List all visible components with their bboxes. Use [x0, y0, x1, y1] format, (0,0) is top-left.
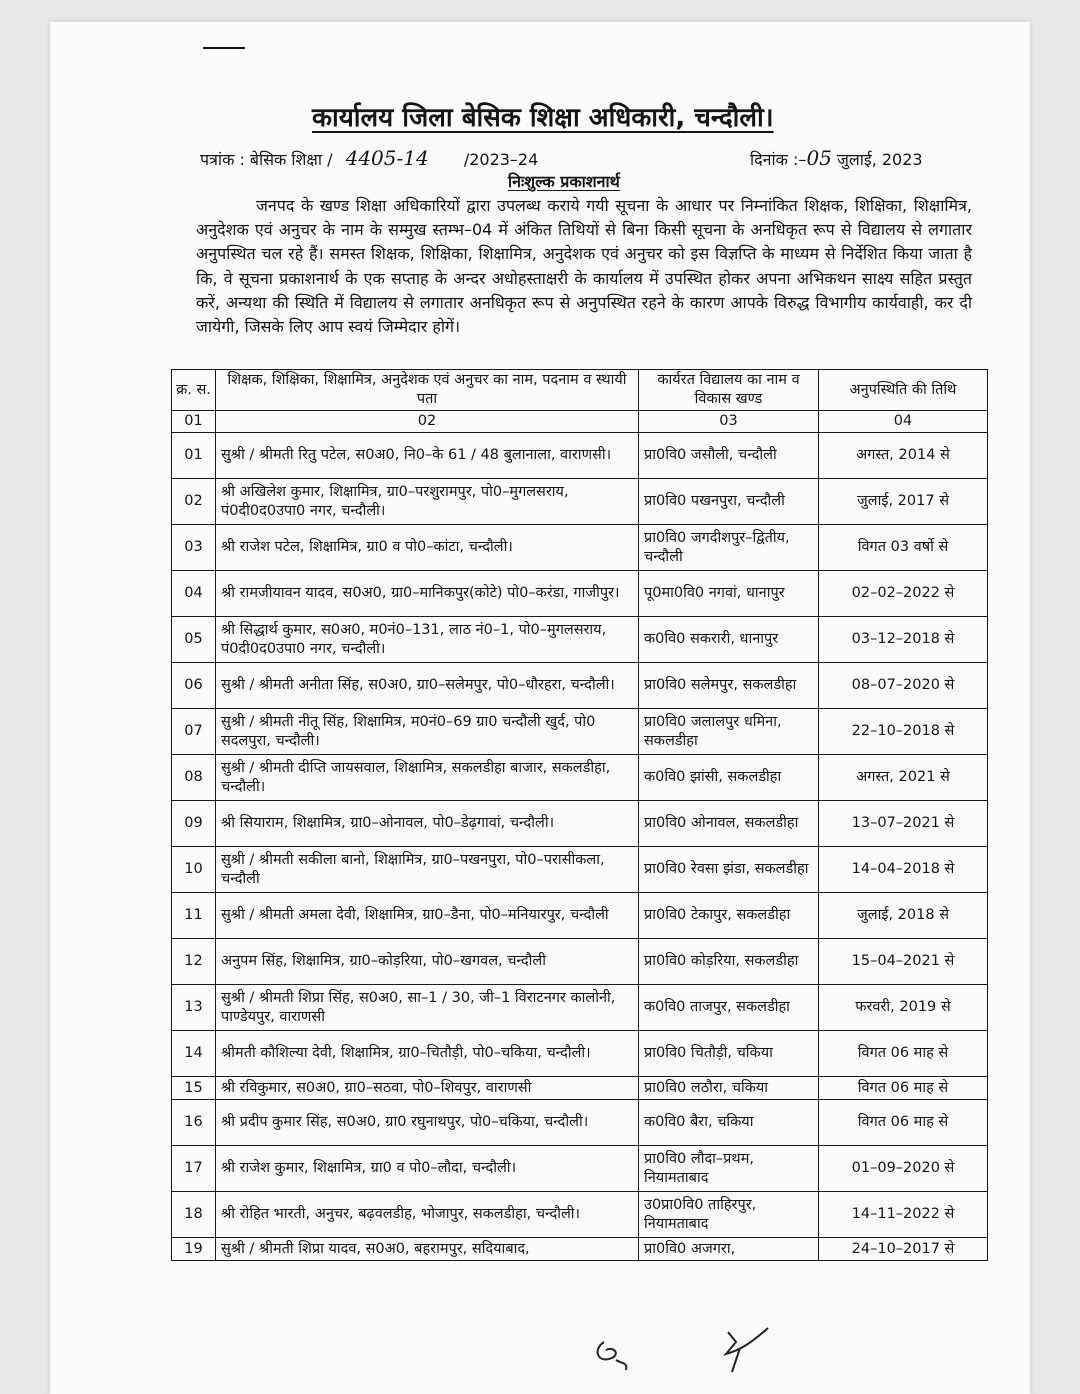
- header-serial: क्र. स.: [172, 370, 216, 411]
- name-cell: श्री रोहित भारती, अनुचर, बढ़वलडीह, भोजापुर, सकलडीहा, चन्दौली।: [216, 1192, 639, 1238]
- table-row: [172, 663, 988, 709]
- name-cell: सुश्री / श्रीमती शिप्रा यादव, स0अ0, बहरामपुर, सदियाबाद,: [216, 1238, 639, 1261]
- table-row: [172, 801, 988, 847]
- table-row: [172, 847, 988, 893]
- name-cell: सुश्री / श्रीमती नीतू सिंह, शिक्षामित्र, म0नं0–69 ग्रा0 चन्दौली खुर्द, पो0 सदलपुरा, चन्दौली।: [216, 709, 639, 755]
- serial-cell: 08: [172, 755, 216, 801]
- school-cell: प्रा0वि0 जसौली, चन्दौली: [639, 433, 819, 479]
- school-cell: प्रा0वि0 लौदा–प्रथम, नियामताबाद: [639, 1146, 819, 1192]
- school-cell: प्रा0वि0 अजगरा,: [639, 1238, 819, 1261]
- school-cell: क0वि0 सकरारी, धानापुर: [639, 617, 819, 663]
- table-row: [172, 893, 988, 939]
- date-cell: अगस्त, 2014 से: [819, 433, 988, 479]
- name-cell: श्री सिद्धार्थ कुमार, स0अ0, म0नं0–131, लाठ नं0–1, पो0–मुगलसराय, पं0दी0द0उपा0 नगर, चन्दौली।: [216, 617, 639, 663]
- reference-date: [750, 146, 923, 170]
- table-row: [172, 1238, 988, 1261]
- serial-cell: 13: [172, 985, 216, 1031]
- school-cell: प्रा0वि0 चितौड़ी, चकिया: [639, 1031, 819, 1077]
- school-cell: प्रा0वि0 टेकापुर, सकलडीहा: [639, 893, 819, 939]
- column-number: 04: [819, 411, 988, 433]
- table-row: [172, 1031, 988, 1077]
- school-cell: क0वि0 झांसी, सकलडीहा: [639, 755, 819, 801]
- school-cell: पू0मा0वि0 नगवां, धानापुर: [639, 571, 819, 617]
- serial-cell: 02: [172, 479, 216, 525]
- table-row: [172, 1146, 988, 1192]
- table-row: [172, 985, 988, 1031]
- school-cell: प्रा0वि0 कोड़रिया, सकलडीहा: [639, 939, 819, 985]
- notice-paragraph: जनपद के खण्ड शिक्षा अधिकारियों द्वारा उपलब्ध कराये गयी सूचना के आधार पर निम्नांकित शिक्षक, शिक्षिका, शिक्षामित्र, अनुदेशक एवं अनुचर के नाम के सम्मुख स्तम्भ–04 में अंकित तिथियों से बिना किसी सूचना के अनधिकृत रूप से विद्यालय से लगातार अनुपस्थित चल रहे हैं। समस्त शिक्षक, शिक्षिका, शिक्षामित्र, अनुदेशक एवं अनुचर को इस विज्ञप्ति के माध्यम से निर्देशित किया जाता है कि, वे सूचना प्रकाशनार्थ के एक सप्ताह के अन्दर अधोहस्ताक्षरी के कार्यालय में उपस्थित होकर अपना अभिकथन साक्ष्य सहित प्रस्तुत करें, अन्यथा की स्थिति में विद्यालय से लगातार अनधिकृत रूप से अनुपस्थित रहने के कारण आपके विरुद्ध विभागीय कार्यवाही, कर दी जायेगी, जिसके लिए आप स्वयं जिम्मेदार होगें।: [196, 196, 972, 337]
- date-cell: 14–11–2022 से: [819, 1192, 988, 1238]
- table-row: [172, 1192, 988, 1238]
- table-row: [172, 617, 988, 663]
- name-cell: श्री सियाराम, शिक्षामित्र, ग्रा0–ओनावल, पो0–डेढ़गावां, चन्दौली।: [216, 801, 639, 847]
- date-cell: विगत 06 माह से: [819, 1077, 988, 1100]
- date-cell: अगस्त, 2021 से: [819, 755, 988, 801]
- table-row: [172, 525, 988, 571]
- school-cell: प्रा0वि0 ओनावल, सकलडीहा: [639, 801, 819, 847]
- office-title: कार्यालय जिला बेसिक शिक्षा अधिकारी, चन्दौली।: [312, 103, 774, 133]
- table-row: [172, 571, 988, 617]
- name-cell: श्री रामजीयावन यादव, स0अ0, ग्रा0–मानिकपुर(कोटे) पो0–करंडा, गाजीपुर।: [216, 571, 639, 617]
- date-cell: जुलाई, 2017 से: [819, 479, 988, 525]
- date-cell: 15–04–2021 से: [819, 939, 988, 985]
- patrank-handwritten-number: 4405-14: [345, 146, 429, 170]
- date-cell: 24–10–2017 से: [819, 1238, 988, 1261]
- serial-cell: 05: [172, 617, 216, 663]
- name-cell: सुश्री / श्रीमती रितु पटेल, स0अ0, नि0–के 61 / 48 बुलानाला, वाराणसी।: [216, 433, 639, 479]
- school-cell: प्रा0वि0 जगदीशपुर–द्वितीय, चन्दौली: [639, 525, 819, 571]
- date-cell: विगत 06 माह से: [819, 1100, 988, 1146]
- header-school: कार्यरत विद्यालय का नाम व विकास खण्ड: [639, 370, 819, 411]
- publication-heading: निःशुल्क प्रकाशनार्थ: [508, 172, 620, 191]
- date-cell: 14–04–2018 से: [819, 847, 988, 893]
- serial-cell: 18: [172, 1192, 216, 1238]
- date-cell: 08–07–2020 से: [819, 663, 988, 709]
- dinank-day: 05: [806, 146, 832, 170]
- table-row: [172, 433, 988, 479]
- date-cell: विगत 03 वर्षो से: [819, 525, 988, 571]
- school-cell: प्रा0वि0 पखनपुरा, चन्दौली: [639, 479, 819, 525]
- serial-cell: 03: [172, 525, 216, 571]
- date-cell: फरवरी, 2019 से: [819, 985, 988, 1031]
- reference-number: [200, 146, 538, 170]
- header-date: अनुपस्थिति की तिथि: [819, 370, 988, 411]
- serial-cell: 07: [172, 709, 216, 755]
- school-cell: प्रा0वि0 जलालपुर धमिना, सकलडीहा: [639, 709, 819, 755]
- header-name: शिक्षक, शिक्षिका, शिक्षामित्र, अनुदेशक एवं अनुचर का नाम, पदनाम व स्थायी पता: [216, 370, 639, 411]
- date-cell: 02–02–2022 से: [819, 571, 988, 617]
- table-row: [172, 755, 988, 801]
- date-cell: 03–12–2018 से: [819, 617, 988, 663]
- name-cell: श्री राजेश कुमार, शिक्षामित्र, ग्रा0 व पो0–लौदा, चन्दौली।: [216, 1146, 639, 1192]
- serial-cell: 06: [172, 663, 216, 709]
- session-year: /2023–24: [463, 150, 539, 169]
- dinank-label: दिनांक :–: [750, 150, 807, 169]
- name-cell: श्रीमती कौशिल्या देवी, शिक्षामित्र, ग्रा0–चितौड़ी, पो0–चकिया, चन्दौली।: [216, 1031, 639, 1077]
- name-cell: श्री अखिलेश कुमार, शिक्षामित्र, ग्रा0–परशुरामपुर, पो0–मुगलसराय, पं0दी0द0उपा0 नगर, चन्दौली।: [216, 479, 639, 525]
- school-cell: प्रा0वि0 सलेमपुर, सकलडीहा: [639, 663, 819, 709]
- serial-cell: 09: [172, 801, 216, 847]
- date-cell: 22–10–2018 से: [819, 709, 988, 755]
- serial-cell: 11: [172, 893, 216, 939]
- school-cell: क0वि0 ताजपुर, सकलडीहा: [639, 985, 819, 1031]
- serial-cell: 19: [172, 1238, 216, 1261]
- serial-cell: 04: [172, 571, 216, 617]
- table-row: [172, 479, 988, 525]
- name-cell: श्री राजेश पटेल, शिक्षामित्र, ग्रा0 व पो0–कांटा, चन्दौली।: [216, 525, 639, 571]
- table-row: [172, 939, 988, 985]
- table-row: [172, 1100, 988, 1146]
- dinank-month-year: जुलाई, 2023: [836, 150, 923, 169]
- serial-cell: 10: [172, 847, 216, 893]
- name-cell: श्री रविकुमार, स0अ0, ग्रा0–सठवा, पो0–शिवपुर, वाराणसी: [216, 1077, 639, 1100]
- table-header-row: [172, 370, 988, 411]
- serial-cell: 16: [172, 1100, 216, 1146]
- name-cell: श्री प्रदीप कुमार सिंह, स0अ0, ग्रा0 रघुनाथपुर, पो0–चकिया, चन्दौली।: [216, 1100, 639, 1146]
- serial-cell: 12: [172, 939, 216, 985]
- date-cell: विगत 06 माह से: [819, 1031, 988, 1077]
- date-cell: जुलाई, 2018 से: [819, 893, 988, 939]
- name-cell: सुश्री / श्रीमती सकीला बानो, शिक्षामित्र, ग्रा0–पखनपुरा, पो0–परासीकला, चन्दौली: [216, 847, 639, 893]
- column-number: 03: [639, 411, 819, 433]
- signature-mark: [590, 1320, 790, 1380]
- patrank-label: पत्रांक : बेसिक शिक्षा /: [200, 150, 333, 169]
- name-cell: सुश्री / श्रीमती दीप्ति जायसवाल, शिक्षामित्र, सकलडीहा बाजार, सकलडीहा, चन्दौली।: [216, 755, 639, 801]
- date-cell: 13–07–2021 से: [819, 801, 988, 847]
- table-row: [172, 709, 988, 755]
- name-cell: सुश्री / श्रीमती शिप्रा सिंह, स0अ0, सा–1 / 30, जी–1 विराटनगर कालोनी, पाण्डेयपुर, वाराणसी: [216, 985, 639, 1031]
- school-cell: प्रा0वि0 लठौरा, चकिया: [639, 1077, 819, 1100]
- name-cell: सुश्री / श्रीमती अमला देवी, शिक्षामित्र, ग्रा0–डैना, पो0–मनियारपुर, चन्दौली: [216, 893, 639, 939]
- name-cell: सुश्री / श्रीमती अनीता सिंह, स0अ0, ग्रा0–सलेमपुर, पो0–धौरहरा, चन्दौली।: [216, 663, 639, 709]
- serial-cell: 01: [172, 433, 216, 479]
- school-cell: प्रा0वि0 रेवसा झंडा, सकलडीहा: [639, 847, 819, 893]
- school-cell: उ0प्रा0वि0 ताहिरपुर, नियामताबाद: [639, 1192, 819, 1238]
- column-number-row: [172, 411, 988, 433]
- serial-cell: 17: [172, 1146, 216, 1192]
- serial-cell: 15: [172, 1077, 216, 1100]
- serial-cell: 14: [172, 1031, 216, 1077]
- school-cell: क0वि0 बैरा, चकिया: [639, 1100, 819, 1146]
- column-number: 02: [216, 411, 639, 433]
- absentee-table: [171, 369, 988, 1261]
- table-row: [172, 1077, 988, 1100]
- name-cell: अनुपम सिंह, शिक्षामित्र, ग्रा0–कोड़रिया, पो0–खगवल, चन्दौली: [216, 939, 639, 985]
- column-number: 01: [172, 411, 216, 433]
- date-cell: 01–09–2020 से: [819, 1146, 988, 1192]
- handwritten-mark: [203, 47, 245, 49]
